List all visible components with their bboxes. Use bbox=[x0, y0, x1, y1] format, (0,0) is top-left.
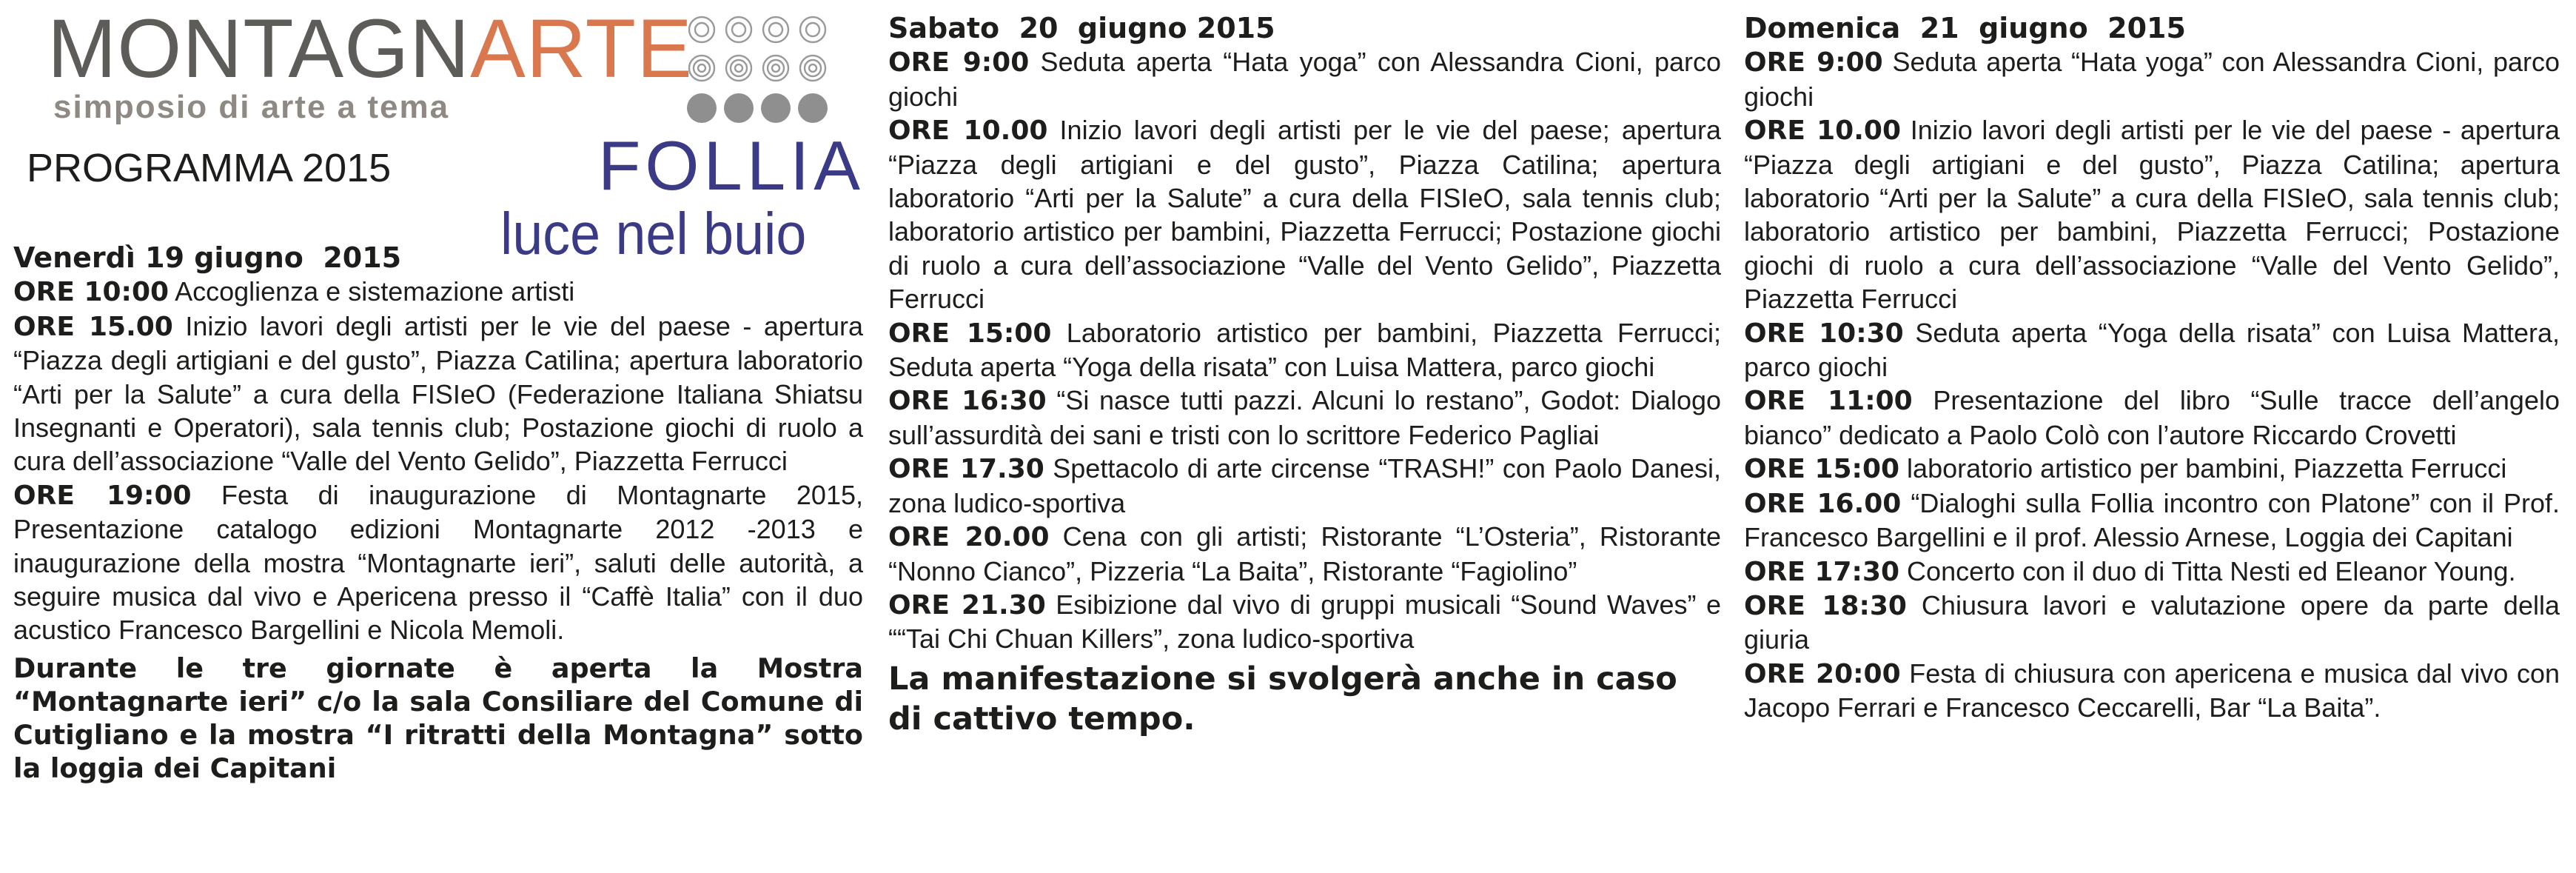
schedule-item bbox=[1744, 657, 2560, 725]
weather-note: La manifestazione si svolgerà anche in caso di cattivo tempo. bbox=[888, 660, 1677, 737]
event-text: Chiusura lavori e valutazione opere da parte della giuria bbox=[1744, 589, 2560, 655]
event-text: Inizio lavori degli artisti per le vie del paese; apertura “Piazza degli artigiani e del gusto”, Piazza Catilina; apertura laboratorio “Arti per la Salute” a cura della FISIeO, sala tennis club; laboratorio artistico per bambini, Piazzetta Ferrucci; Postazione giochi di ruolo a cura dell’associazione “Valle del Vento Gelido”, Piazzetta Ferrucci bbox=[888, 115, 1721, 315]
exhibition-note: Durante le tre giornate è aperta la Mostra “Montagnarte ieri” c/o la sala Consiliare del Comune di Cutigliano e la mostra “I ritratti della Montagna” sotto la loggia dei Capitani bbox=[13, 652, 863, 784]
event-text: “Dialoghi sulla Follia incontro con Platone” con il Prof. Francesco Bargellini e il prof. Alessio Arnese, Loggia dei Capitani bbox=[1744, 487, 2560, 553]
dot-pattern-graphic bbox=[687, 15, 872, 133]
schedule-item bbox=[1744, 45, 2560, 113]
event-text: Concerto con il duo di Titta Nesti ed Eleanor Young. bbox=[1899, 555, 2516, 586]
event-text: Seduta aperta “Hata yoga” con Alessandra Cioni, parco giochi bbox=[1744, 47, 2560, 112]
event-time: ORE 17:30 bbox=[1744, 556, 1900, 587]
schedule-item bbox=[888, 588, 1721, 656]
event-time: ORE 9:00 bbox=[1744, 47, 1883, 78]
event-text: Cena con gli artisti; Ristorante “L’Osteria”, Ristorante “Nonno Cianco”, Pizzeria “La Baita”, Ristorante “Fagiolino” bbox=[888, 521, 1722, 586]
event-time: ORE 19:00 bbox=[13, 480, 192, 511]
theme-title: FOLLIA bbox=[598, 127, 865, 204]
schedule-item bbox=[13, 275, 863, 309]
event-time: ORE 20.00 bbox=[888, 522, 1050, 553]
schedule-item bbox=[1744, 486, 2560, 555]
event-text: Inizio lavori degli artisti per le vie del paese - apertura “Piazza degli artigiani e del gusto”, Piazza Catilina; apertura laboratorio “Arti per la Salute” a cura della FISIeO (Federazione Italiana Shiatsu Insegnanti e Operatori), sala tennis club; Postazione giochi di ruolo a cura dell’associazione “Valle del Vento Gelido”, Piazzetta Ferrucci bbox=[13, 310, 863, 477]
event-text: “Si nasce tutti pazzi. Alcuni lo restano”, Godot: Dialogo sull’assurdità dei sani e tristi con lo scrittore Federico Pagliai bbox=[888, 385, 1722, 450]
schedule-item bbox=[888, 520, 1721, 588]
event-time: ORE 18:30 bbox=[1744, 590, 1907, 621]
program-title: PROGRAMMA 2015 bbox=[27, 146, 392, 190]
schedule-item bbox=[888, 45, 1721, 113]
event-text: Spettacolo di arte circense “TRASH!” con Paolo Danesi, zona ludico-sportiva bbox=[888, 453, 1721, 518]
schedule-item bbox=[1744, 113, 2560, 315]
brand-logo-part1: MONTAGN bbox=[47, 2, 471, 95]
event-time: ORE 15:00 bbox=[888, 318, 1052, 349]
brand-logo bbox=[47, 4, 693, 93]
schedule-item bbox=[1744, 555, 2560, 589]
day-title: Domenica 21 giugno 2015 bbox=[1744, 12, 2186, 44]
event-time: ORE 15.00 bbox=[13, 311, 173, 342]
subtitle: simposio di arte a tema bbox=[53, 89, 450, 125]
schedule-item bbox=[1744, 452, 2560, 486]
schedule-item bbox=[13, 310, 863, 478]
event-time: ORE 10.00 bbox=[888, 116, 1048, 147]
event-text: Seduta aperta “Hata yoga” con Alessandra Cioni, parco giochi bbox=[888, 47, 1722, 112]
event-text: Accoglienza e sistemazione artisti bbox=[169, 276, 575, 307]
brand-logo-part2: ARTE bbox=[470, 2, 693, 95]
theme-subtitle: luce nel buio bbox=[500, 201, 807, 267]
day-title: Venerdì 19 giugno 2015 bbox=[13, 241, 402, 274]
event-time: ORE 10:30 bbox=[1744, 318, 1904, 349]
event-time: ORE 10:00 bbox=[13, 277, 170, 308]
schedule-item bbox=[888, 113, 1721, 315]
schedule-item bbox=[1744, 384, 2560, 452]
event-text: laboratorio artistico per bambini, Piazzetta Ferrucci bbox=[1899, 453, 2507, 484]
event-text: Laboratorio artistico per bambini, Piazzetta Ferrucci; Seduta aperta “Yoga della risata” con Luisa Mattera, parco giochi bbox=[888, 317, 1721, 383]
day-column-friday bbox=[13, 241, 863, 785]
event-time: ORE 11:00 bbox=[1744, 386, 1913, 417]
event-text: Presentazione del libro “Sulle tracce dell’angelo bianco” dedicato a Paolo Colò con l’autore Riccardo Crovetti bbox=[1744, 385, 2560, 450]
event-time: ORE 21.30 bbox=[888, 589, 1046, 621]
schedule-item bbox=[888, 384, 1721, 452]
event-text: Festa di inaugurazione di Montagnarte 2015, Presentazione catalogo edizioni Montagnarte 2012 -2013 e inaugurazione della mostra “Montagnarte ieri”, saluti delle autorità, a seguire musica dal vivo e Apericena presso il “Caffè Italia” con il duo acustico Francesco Bargellini e Nicola Memoli. bbox=[13, 479, 864, 646]
day-column-sunday bbox=[1744, 12, 2560, 725]
event-time: ORE 16:30 bbox=[888, 386, 1047, 417]
day-column-saturday bbox=[888, 12, 1721, 739]
schedule-item bbox=[13, 478, 863, 647]
day-title: Sabato 20 giugno 2015 bbox=[888, 12, 1275, 44]
event-text: Seduta aperta “Yoga della risata” con Luisa Mattera, parco giochi bbox=[1744, 317, 2560, 383]
event-time: ORE 20:00 bbox=[1744, 658, 1901, 689]
schedule-item bbox=[888, 316, 1721, 384]
event-text: Inizio lavori degli artisti per le vie del paese - apertura “Piazza degli artigiani e del gusto”, Piazza Catilina; apertura laboratorio “Arti per la Salute” a cura della FISIeO, sala tennis club; laboratorio artistico per bambini, Piazzetta Ferrucci; Postazione giochi di ruolo a cura dell’associazione “Valle del Vento Gelido”, Piazzetta Ferrucci bbox=[1744, 115, 2560, 315]
schedule-item bbox=[1744, 316, 2560, 384]
event-time: ORE 17.30 bbox=[888, 454, 1044, 485]
schedule-item bbox=[1744, 589, 2560, 657]
event-time: ORE 10.00 bbox=[1744, 116, 1902, 147]
event-text: Esibizione dal vivo di gruppi musicali “Sound Waves” e ““Tai Chi Chuan Killers”, zona ludico-sportiva bbox=[888, 589, 1721, 655]
event-time: ORE 9:00 bbox=[888, 47, 1030, 78]
event-time: ORE 16.00 bbox=[1744, 488, 1902, 519]
event-time: ORE 15:00 bbox=[1744, 454, 1900, 485]
schedule-item bbox=[888, 452, 1721, 520]
event-text: Festa di chiusura con apericena e musica dal vivo con Jacopo Ferrari e Francesco Ceccarelli, Bar “La Baita”. bbox=[1744, 658, 2560, 723]
